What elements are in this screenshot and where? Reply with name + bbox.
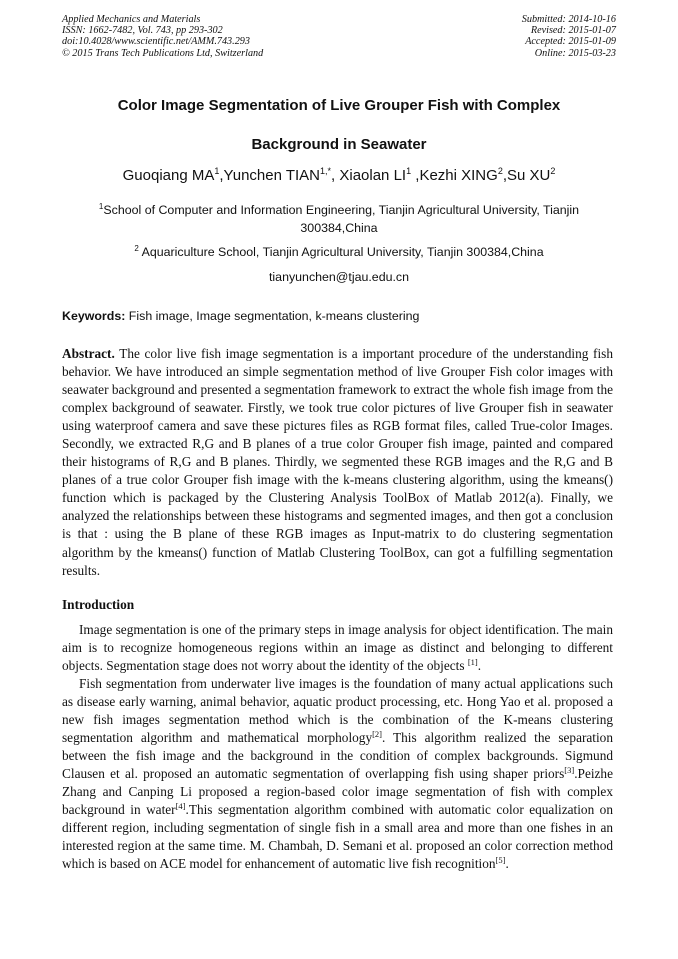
section-heading: Introduction [62,597,135,612]
copyright-line: © 2015 Trans Tech Publications Ltd, Switzerland [62,47,264,59]
citation-ref: [5] [495,855,506,866]
revised-date: Revised: 2015-01-07 [530,25,616,37]
doi-line: doi:10.4028/www.scientific.net/AMM.743.293 [62,36,250,48]
affiliation-mark: 1 [98,202,104,211]
keywords-label: Keywords: [62,309,126,323]
submitted-date: Submitted: 2014-10-16 [521,14,616,25]
author-affiliation-mark: 2 [497,166,503,176]
affiliation-2 [62,243,616,261]
author-separator: , [502,167,507,184]
journal-name: Applied Mechanics and Materials [62,14,201,25]
author-separator: , [331,167,340,184]
author-name: Yunchen TIAN [223,167,320,184]
author-separator: , [219,167,224,184]
paragraph-text: .Peizhe Zhang and Canping Li proposed a region-based color image segmentation of fish with complex background in water [62,766,613,818]
online-date: Online: 2015-03-23 [534,47,616,59]
author-name: Su XU [507,167,551,184]
author-name: Guoqiang MA [122,167,215,184]
author-affiliation-mark: 1 [214,166,220,176]
affiliation-text: Aquariculture School, Tianjin Agricultural University, Tianjin 300384,China [138,245,544,259]
accepted-date: Accepted: 2015-01-09 [525,36,616,48]
paragraph-text: . [505,856,509,872]
citation-ref: [2] [372,729,383,740]
corresponding-email: tianyunchen@tjau.edu.cn [268,270,410,284]
paragraph-text: .This segmentation algorithm combined with automatic color equalization on different region, including segmentation of single fish in a small area and more than one fishes in an interested region at the same time. M. Chambah, D. Semani et al. proposed an color correction method which is based on ACE model for enhancement of automatic live fish recognition [62,802,613,872]
paragraph-text: Image segmentation is one of the primary steps in image analysis for object identification. The main aim is to recognize homogeneous regions within an image as distinct and belonging to different objects. Segmentation stage does not worry about the identity of the objects [62,622,613,674]
abstract-text: The color live fish image segmentation is a important procedure of the understanding fish behavior. We have introduced an simple segmentation method of live Grouper Fish color images with seawater background and presented a segmentation framework to extract the whole fish image from the complex background of seawater. Firstly, we took true color pictures of live Grouper fish in seawater using waterproof camera and save these pictures files as RGB format files, called True-color Images. Secondly, we extracted R,G and B planes of a true color Grouper fish image, painted and compared their histograms of R,G and B planes. Thirdly, we segmented these RGB images and the R,G and B planes of a true color Grouper fish image with the k-means clustering algorithm, using the kmeans() function which is packaged by the Clustering Analysis ToolBox of Matlab 2012(a). Finally, we analyzed the relationships between these histograms and segmented images, and then got a conclusion is that : using the B plane of these RGB images as Input-matrix to do clustering segmentation algorithm by the kmeans() function of Matlab Clustering ToolBox, can got a fulfilling segmentation results. [62,346,613,578]
author-separator: , [411,167,420,184]
keywords [62,307,616,325]
affiliation-1 [62,201,616,237]
title-line-2: Background in Seawater [251,136,427,153]
title-line-1: Color Image Segmentation of Live Grouper Fish with Complex [117,97,561,114]
affiliation-mark: 2 [134,244,139,253]
intro-paragraph-2 [62,675,613,874]
journal-info [62,14,263,59]
paragraph-text: . [477,658,482,674]
abstract-label: Abstract. [62,346,115,361]
citation-ref: [3] [564,765,575,776]
abstract [62,345,613,580]
author-name: Xiaolan LI [339,167,407,184]
paper-title [62,86,616,164]
citation-ref: [1] [467,657,478,668]
paragraph-text: Fish segmentation from underwater live images is the foundation of many actual applications such as disease early warning, animal behavior, aquatic product processing, etc. Hong Yao et al. proposed a new fish images segmentation method which is the combination of the K-means clustering segmentation algorithm and mathematical morphology [62,676,613,746]
affiliation-text: School of Computer and Information Engineering, Tianjin Agricultural University, Tianjin 300384,China [103,203,580,235]
issn-line: ISSN: 1662-7482, Vol. 743, pp 293-302 [62,25,223,37]
keywords-text: Fish image, Image segmentation, k-means clustering [125,309,420,323]
author-affiliation-mark: 2 [550,166,556,176]
paragraph-text: . This algorithm realized the separation between the fish image and the background in the condition of complex backgrounds. Sigmund Clausen et al. proposed an automatic segmentation of overlapping fish using shaper priors [62,730,613,782]
submission-dates [522,14,616,59]
citation-ref: [4] [175,801,186,812]
author-affiliation-mark: 1,* [320,166,332,176]
author-name: Kezhi XING [419,167,498,184]
author-affiliation-mark: 1 [406,166,412,176]
author-list [62,165,616,187]
intro-paragraph-1 [62,621,613,675]
